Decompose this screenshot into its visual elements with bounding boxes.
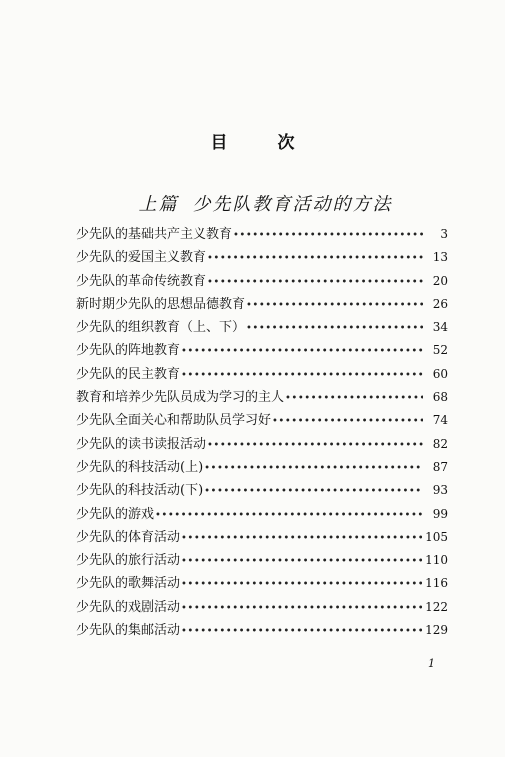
toc-entry-page: 82 [432,436,448,451]
toc-leader-dots [207,277,423,288]
section-part: 上篇 [138,194,179,215]
toc-entry-page: 3 [440,227,448,241]
toc-entry [76,223,448,246]
toc-list [76,223,448,642]
toc-entry-page: 116 [425,576,448,591]
toc-leader-dots [181,579,422,590]
toc-entry-title: 少先队的游戏 [76,506,155,522]
toc-entry-page: 105 [425,529,448,544]
toc-entry-page: 122 [425,599,448,614]
toc-entry-page: 129 [425,623,448,638]
toc-entry-title: 少先队的爱国主义教育 [76,250,207,266]
toc-entry [76,270,448,293]
toc-entry [76,293,448,316]
toc-entry-page: 34 [432,320,448,335]
toc-entry [76,596,448,619]
toc-entry-page: 74 [432,413,448,428]
toc-entry [76,386,448,409]
toc-entry [76,526,448,549]
toc-entry-title: 新时期少先队的思想品德教育 [76,296,246,312]
toc-entry [76,339,448,362]
toc-entry-page: 99 [432,506,448,521]
toc-leader-dots [207,440,423,451]
toc-entry-page: 93 [432,483,448,498]
toc-entry-page: 60 [432,366,448,381]
toc-leader-dots [233,230,423,241]
toc-leader-dots [181,603,422,614]
toc-entry-page: 68 [432,390,448,405]
toc-leader-dots [285,393,423,404]
toc-entry [76,549,448,572]
toc-entry-title: 教育和培养少先队员成为学习的主人 [76,390,285,406]
toc-entry-page: 13 [432,250,448,265]
toc-entry-title: 少先队的歌舞活动 [76,576,181,592]
section-title: 少先队教育活动的方法 [192,194,393,215]
toc-entry [76,409,448,432]
toc-entry-page: 110 [425,553,448,568]
toc-entry-page: 20 [432,273,448,288]
toc-entry [76,316,448,339]
toc-entry [76,433,448,456]
toc-entry [76,503,448,526]
toc-entry-title: 少先队的革命传统教育 [76,273,207,289]
toc-entry-title: 少先队的科技活动(下) [76,483,204,499]
section-heading [0,190,505,216]
toc-leader-dots [181,370,423,381]
toc-entry-page: 52 [432,343,448,358]
toc-entry-page: 26 [432,296,448,311]
toc-entry-title: 少先队的科技活动(上) [76,459,204,475]
toc-leader-dots [204,486,423,497]
toc-entry-title: 少先队的戏剧活动 [76,599,181,615]
toc-leader-dots [181,533,422,544]
toc-entry [76,363,448,386]
toc-entry [76,246,448,269]
toc-leader-dots [207,253,423,264]
toc-entry [76,572,448,595]
toc-entry-title: 少先队的阵地教育 [76,343,181,359]
toc-entry-page: 87 [432,459,448,474]
toc-leader-dots [204,463,423,474]
toc-leader-dots [246,323,423,334]
toc-entry-title: 少先队的读书读报活动 [76,436,207,452]
toc-entry-title: 少先队的集邮活动 [76,623,181,639]
toc-entry-title: 少先队全面关心和帮助队员学习好 [76,413,272,429]
toc-entry [76,479,448,502]
toc-leader-dots [181,556,422,567]
toc-leader-dots [155,510,423,521]
toc-entry [76,619,448,642]
toc-entry-title: 少先队的体育活动 [76,529,181,545]
toc-entry-title: 少先队的组织教育（上、下） [76,320,246,336]
toc-entry-title: 少先队的民主教育 [76,366,181,382]
page-number: 1 [428,657,435,670]
toc-entry-title: 少先队的旅行活动 [76,553,181,569]
toc-leader-dots [246,300,423,311]
toc-leader-dots [272,416,423,427]
page-title: 目 次 [210,133,317,153]
toc-entry [76,456,448,479]
toc-entry-title: 少先队的基础共产主义教育 [76,227,233,242]
toc-leader-dots [181,626,422,637]
toc-leader-dots [181,346,423,357]
